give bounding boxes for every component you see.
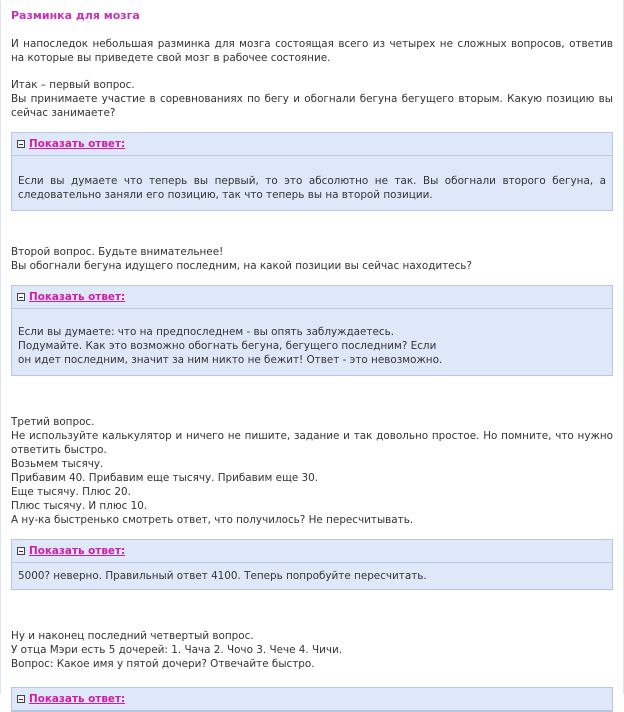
question-3-line-7: А ну-ка быстренько смотреть ответ, что получилось? Не пересчитывать. (11, 514, 414, 526)
question-2-heading: Второй вопрос. Будьте внимательнее! (11, 246, 224, 258)
spoiler-1 (11, 132, 613, 211)
answer-2-line-1: Если вы думаете: что на предпоследнем - вы опять заблуждаетесь. (18, 326, 395, 338)
question-2-text: Вы обогнали бегуна идущего последним, на какой позиции вы сейчас находитесь? (11, 260, 472, 272)
show-answer-link-1[interactable]: Показать ответ: (29, 138, 126, 150)
question-3-line-3: Возьмем тысячу. (11, 458, 104, 470)
show-answer-link-4[interactable]: Показать ответ: (29, 693, 126, 705)
question-3-line-6: Плюс тысячу. И плюс 10. (11, 500, 148, 512)
spoiler-2-body (12, 309, 612, 375)
spoiler-3-header[interactable] (12, 540, 612, 563)
question-3-heading: Третий вопрос. (11, 416, 95, 428)
spoiler-2-header[interactable] (12, 286, 612, 309)
spoiler-3-body (12, 563, 612, 589)
question-1 (11, 78, 613, 120)
spoiler-3 (11, 539, 613, 590)
spoiler-1-header[interactable] (12, 133, 612, 156)
answer-2-line-3: он идет последним, значит за ним никто не бежит! Ответ - это невозможно. (18, 354, 443, 366)
question-4-line-3: Вопрос: Какое имя у пятой дочери? Отвечайте быстро. (11, 658, 315, 670)
collapse-icon[interactable] (17, 547, 25, 555)
intro-text: И напоследок небольшая разминка для мозга состоящая всего из четырех не сложных вопросов, ответив на которые вы приведете свой мозг в рабочее состояние. (11, 38, 613, 64)
spoiler-1-body (12, 156, 612, 210)
question-3 (11, 415, 613, 527)
collapse-icon[interactable] (17, 140, 25, 148)
answer-1-text: Если вы думаете что теперь вы первый, то это абсолютно не так. Вы обогнали второго бегуна, а следовательно заняли его позицию, так что теперь вы на второй позиции. (18, 175, 606, 201)
spoiler-4-header[interactable] (12, 688, 612, 711)
question-3-line-5: Еще тысячу. Плюс 20. (11, 486, 131, 498)
article-title: Разминка для мозга (11, 9, 140, 22)
show-answer-link-3[interactable]: Показать ответ: (29, 545, 126, 557)
question-3-line-4: Прибавим 40. Прибавим еще тысячу. Прибавим еще 30. (11, 472, 319, 484)
question-2 (11, 245, 613, 273)
answer-2-line-2: Подумайте. Как это возможно обогнать бегуна, бегущего последним? Если (18, 340, 437, 352)
show-answer-link-2[interactable]: Показать ответ: (29, 291, 126, 303)
question-3-text: Не используйте калькулятор и ничего не пишите, задание и так довольно простое. Но помните, что нужно ответить быстро. (11, 430, 613, 456)
question-1-heading: Итак – первый вопрос. (11, 79, 135, 91)
question-4 (11, 629, 613, 671)
question-1-text: Вы принимаете участие в соревнованиях по бегу и обогнали бегуна бегущего вторым. Какую позицию вы сейчас занимаете? (11, 93, 613, 119)
question-4-heading: Ну и наконец последний четвертый вопрос. (11, 630, 254, 642)
collapse-icon[interactable] (17, 293, 25, 301)
question-4-text: У отца Мэри есть 5 дочерей: 1. Чача 2. Чочо 3. Чече 4. Чичи. (11, 644, 343, 656)
spoiler-2 (11, 285, 613, 376)
answer-3-text: 5000? неверно. Правильный ответ 4100. Теперь попробуйте пересчитать. (18, 570, 427, 582)
spoiler-4 (11, 687, 613, 712)
collapse-icon[interactable] (17, 695, 25, 703)
